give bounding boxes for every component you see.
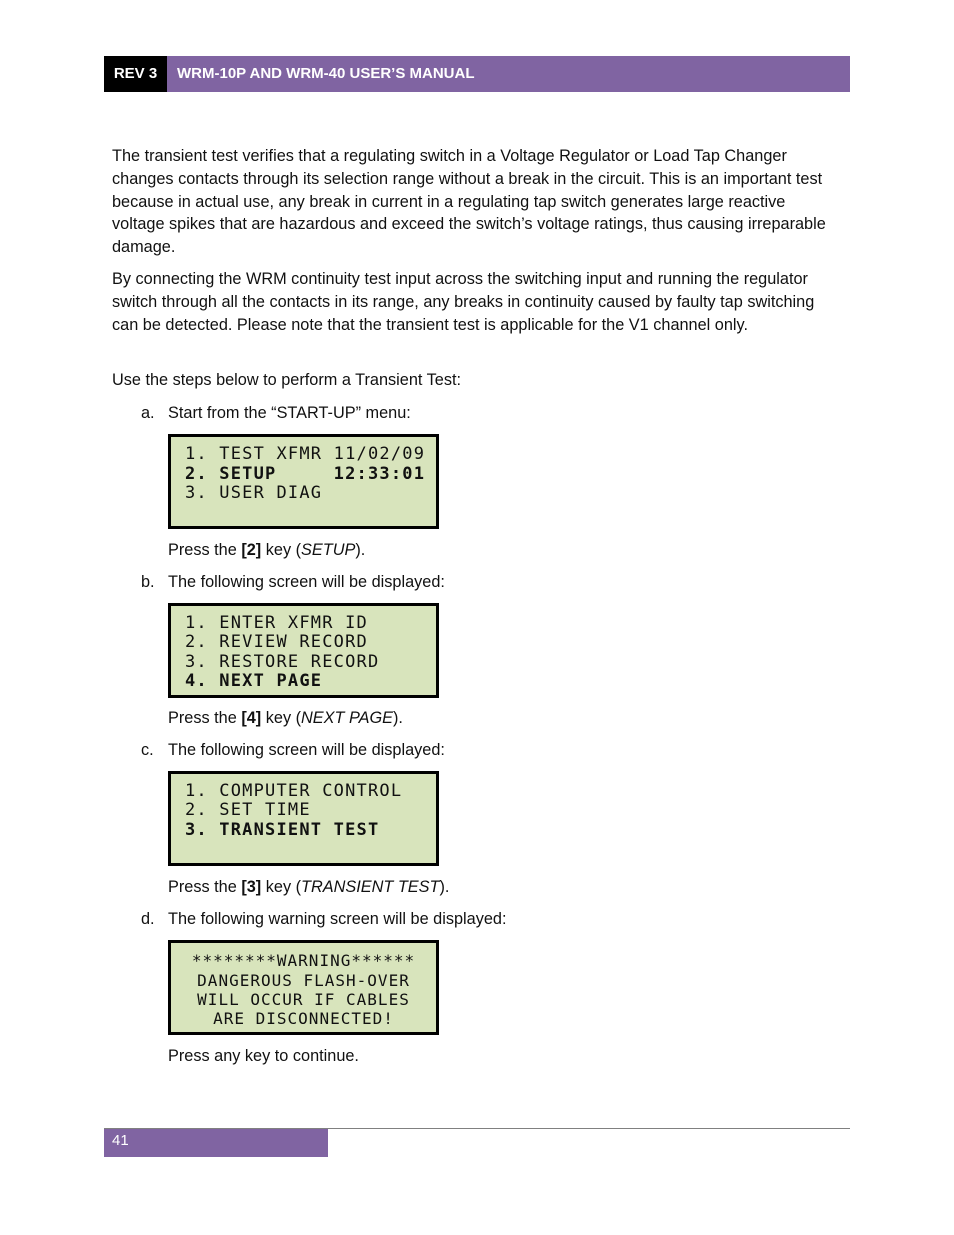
step-b-instruction bbox=[168, 707, 403, 729]
step-c-instruction bbox=[168, 876, 449, 898]
instruction-text: key ( bbox=[261, 709, 302, 727]
lcd-line: 1. ENTER XFMR ID bbox=[185, 613, 368, 633]
revision-label: REV 3 bbox=[104, 56, 167, 92]
step-c-label: c. bbox=[141, 741, 154, 759]
step-a-text: Start from the “START-UP” menu: bbox=[168, 404, 411, 422]
lcd-warning-line: DANGEROUS FLASH-OVER bbox=[197, 971, 410, 990]
step-d-label: d. bbox=[141, 910, 155, 928]
footer-bar bbox=[104, 1129, 328, 1157]
key-function-name: SETUP bbox=[301, 541, 356, 559]
key-label: [2] bbox=[241, 541, 262, 559]
instruction-text: Press the bbox=[168, 541, 242, 559]
lcd-line: 2. REVIEW RECORD bbox=[185, 632, 368, 652]
step-a-label: a. bbox=[141, 404, 155, 422]
instruction-text: key ( bbox=[261, 878, 302, 896]
lcd-screen-setup bbox=[168, 603, 439, 698]
key-function-name: TRANSIENT TEST bbox=[301, 878, 440, 896]
lcd-warning-line: ARE DISCONNECTED! bbox=[213, 1009, 394, 1028]
lcd-line: 3. USER DIAG bbox=[185, 483, 323, 503]
step-d-text: The following warning screen will be displayed: bbox=[168, 910, 507, 928]
lcd-line: 1. COMPUTER CONTROL bbox=[185, 781, 403, 801]
instruction-text: ). bbox=[393, 709, 403, 727]
key-label: [4] bbox=[241, 709, 262, 727]
step-b-label: b. bbox=[141, 573, 155, 591]
instruction-text: ). bbox=[439, 878, 450, 896]
manual-title: WRM-10P AND WRM-40 USER’S MANUAL bbox=[177, 65, 475, 82]
lcd-line: 1. TEST XFMR 11/02/09 bbox=[185, 444, 426, 464]
paragraph-connection: By connecting the WRM continuity test input across the switching input and running the regulator switch through all the contacts in its range, any breaks in continuity caused by faulty tap switching can be detected. Please note that the transient test is applicable for the V1 channel only. bbox=[112, 270, 815, 334]
key-label: [3] bbox=[241, 878, 262, 896]
lcd-screen-warning bbox=[168, 940, 439, 1035]
instruction-text: Press the bbox=[168, 709, 242, 727]
step-b-text: The following screen will be displayed: bbox=[168, 573, 445, 591]
paragraph-steps-intro: Use the steps below to perform a Transient Test: bbox=[112, 371, 462, 389]
step-d-instruction: Press any key to continue. bbox=[168, 1047, 359, 1065]
instruction-text: Press the bbox=[168, 878, 242, 896]
header-bar bbox=[104, 56, 850, 92]
lcd-line: 2. SET TIME bbox=[185, 800, 311, 820]
key-function-name: NEXT PAGE bbox=[301, 709, 394, 727]
lcd-screen-next-page bbox=[168, 771, 439, 866]
lcd-warning-line: WILL OCCUR IF CABLES bbox=[197, 990, 410, 1009]
lcd-screen-startup bbox=[168, 434, 439, 529]
paragraph-intro: The transient test verifies that a regulating switch in a Voltage Regulator or Load Tap Changer changes contacts through its selection range without a break in the circuit. This is an important test because in actual use, any break in current in a regulating tap switch generates large reactive voltage spikes that are hazardous and exceed the switch’s voltage ratings, thus causing irreparable damage. bbox=[112, 147, 826, 257]
lcd-line-highlighted: 4. NEXT PAGE bbox=[185, 671, 323, 691]
instruction-text: ). bbox=[355, 541, 366, 559]
lcd-line-highlighted: 3. TRANSIENT TEST bbox=[185, 820, 380, 840]
step-a-instruction bbox=[168, 539, 365, 561]
page-number: 41 bbox=[112, 1132, 129, 1149]
lcd-line: 3. RESTORE RECORD bbox=[185, 652, 380, 672]
instruction-text: key ( bbox=[261, 541, 302, 559]
step-c-text: The following screen will be displayed: bbox=[168, 741, 445, 759]
lcd-line-highlighted: 2. SETUP 12:33:01 bbox=[185, 464, 426, 484]
lcd-warning-line: ********WARNING****** bbox=[191, 951, 416, 970]
